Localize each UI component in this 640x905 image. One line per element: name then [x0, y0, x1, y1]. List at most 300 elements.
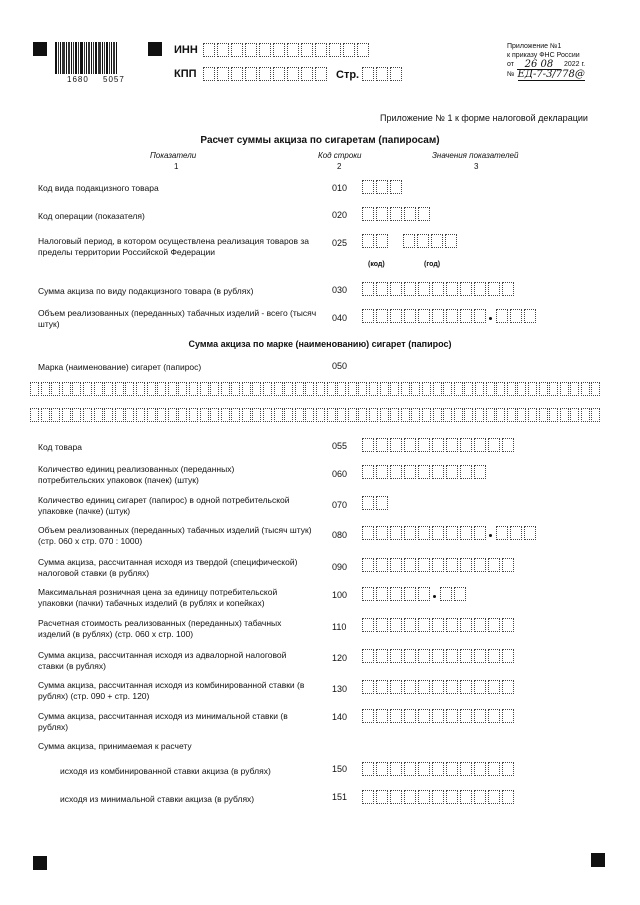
entry-cell[interactable] [376, 67, 388, 81]
entry-cell[interactable] [362, 709, 374, 723]
entry-cell[interactable] [404, 649, 416, 663]
entry-cell[interactable] [418, 207, 430, 221]
entry-cell[interactable] [496, 309, 508, 323]
entry-cell[interactable] [404, 309, 416, 323]
entry-cell[interactable] [115, 382, 124, 396]
entry-cell[interactable] [115, 408, 124, 422]
entry-cell[interactable] [496, 382, 505, 396]
entry-cell[interactable] [376, 282, 388, 296]
entry-cell[interactable] [178, 382, 187, 396]
entry-cell[interactable] [418, 762, 430, 776]
entry-cell[interactable] [404, 558, 416, 572]
entry-cell[interactable] [446, 282, 458, 296]
entry-cell[interactable] [475, 408, 484, 422]
field-080[interactable] [362, 526, 538, 542]
entry-cell[interactable] [274, 408, 283, 422]
entry-cell[interactable] [274, 382, 283, 396]
entry-cell[interactable] [502, 680, 514, 694]
entry-cell[interactable] [41, 408, 50, 422]
entry-cell[interactable] [443, 382, 452, 396]
entry-cell[interactable] [488, 762, 500, 776]
entry-cell[interactable] [376, 558, 388, 572]
entry-cell[interactable] [221, 408, 230, 422]
entry-cell[interactable] [380, 382, 389, 396]
entry-cell[interactable] [168, 408, 177, 422]
entry-cell[interactable] [432, 649, 444, 663]
entry-cell[interactable] [168, 382, 177, 396]
field-040[interactable] [362, 309, 538, 325]
entry-cell[interactable] [524, 309, 536, 323]
entry-cell[interactable] [474, 526, 486, 540]
entry-cell[interactable] [231, 382, 240, 396]
entry-cell[interactable] [502, 558, 514, 572]
entry-cell[interactable] [432, 790, 444, 804]
entry-cell[interactable] [203, 67, 215, 81]
entry-cell[interactable] [273, 43, 285, 57]
entry-cell[interactable] [337, 408, 346, 422]
entry-cell[interactable] [474, 618, 486, 632]
entry-cell[interactable] [178, 408, 187, 422]
entry-cell[interactable] [454, 408, 463, 422]
entry-cell[interactable] [524, 526, 536, 540]
entry-cell[interactable] [446, 438, 458, 452]
entry-cell[interactable] [51, 382, 60, 396]
entry-cell[interactable] [376, 207, 388, 221]
entry-cell[interactable] [422, 408, 431, 422]
entry-cell[interactable] [94, 382, 103, 396]
entry-cell[interactable] [94, 408, 103, 422]
entry-cell[interactable] [560, 408, 569, 422]
entry-cell[interactable] [474, 762, 486, 776]
entry-cell[interactable] [460, 465, 472, 479]
entry-cell[interactable] [507, 382, 516, 396]
brand-field-line1[interactable] [30, 382, 602, 398]
entry-cell[interactable] [390, 67, 402, 81]
entry-cell[interactable] [433, 408, 442, 422]
entry-cell[interactable] [411, 382, 420, 396]
entry-cell[interactable] [362, 67, 374, 81]
entry-cell[interactable] [217, 43, 229, 57]
entry-cell[interactable] [446, 558, 458, 572]
entry-cell[interactable] [231, 67, 243, 81]
entry-cell[interactable] [362, 282, 374, 296]
entry-cell[interactable] [301, 43, 313, 57]
entry-cell[interactable] [446, 762, 458, 776]
field-055[interactable] [362, 438, 516, 454]
field-151[interactable] [362, 790, 516, 806]
entry-cell[interactable] [549, 408, 558, 422]
entry-cell[interactable] [440, 587, 452, 601]
inn-field[interactable] [203, 43, 371, 59]
entry-cell[interactable] [263, 382, 272, 396]
entry-cell[interactable] [502, 790, 514, 804]
entry-cell[interactable] [284, 408, 293, 422]
entry-cell[interactable] [376, 234, 388, 248]
field-025-year[interactable] [403, 234, 459, 250]
entry-cell[interactable] [464, 408, 473, 422]
entry-cell[interactable] [315, 43, 327, 57]
brand-field-line2[interactable] [30, 408, 602, 424]
entry-cell[interactable] [474, 649, 486, 663]
entry-cell[interactable] [376, 465, 388, 479]
entry-cell[interactable] [510, 309, 522, 323]
entry-cell[interactable] [418, 680, 430, 694]
entry-cell[interactable] [41, 382, 50, 396]
entry-cell[interactable] [404, 618, 416, 632]
entry-cell[interactable] [528, 408, 537, 422]
entry-cell[interactable] [464, 382, 473, 396]
field-150[interactable] [362, 762, 516, 778]
entry-cell[interactable] [446, 680, 458, 694]
entry-cell[interactable] [404, 790, 416, 804]
entry-cell[interactable] [390, 180, 402, 194]
entry-cell[interactable] [474, 465, 486, 479]
entry-cell[interactable] [454, 382, 463, 396]
entry-cell[interactable] [486, 408, 495, 422]
entry-cell[interactable] [189, 408, 198, 422]
entry-cell[interactable] [488, 680, 500, 694]
entry-cell[interactable] [390, 408, 399, 422]
entry-cell[interactable] [221, 382, 230, 396]
entry-cell[interactable] [502, 438, 514, 452]
entry-cell[interactable] [362, 465, 374, 479]
entry-cell[interactable] [418, 309, 430, 323]
entry-cell[interactable] [125, 382, 134, 396]
entry-cell[interactable] [401, 408, 410, 422]
entry-cell[interactable] [418, 649, 430, 663]
entry-cell[interactable] [295, 382, 304, 396]
entry-cell[interactable] [488, 438, 500, 452]
entry-cell[interactable] [390, 587, 402, 601]
entry-cell[interactable] [507, 408, 516, 422]
entry-cell[interactable] [431, 234, 443, 248]
entry-cell[interactable] [362, 649, 374, 663]
entry-cell[interactable] [390, 309, 402, 323]
entry-cell[interactable] [376, 680, 388, 694]
entry-cell[interactable] [380, 408, 389, 422]
entry-cell[interactable] [203, 43, 215, 57]
entry-cell[interactable] [445, 234, 457, 248]
entry-cell[interactable] [418, 558, 430, 572]
entry-cell[interactable] [446, 618, 458, 632]
entry-cell[interactable] [528, 382, 537, 396]
entry-cell[interactable] [362, 207, 374, 221]
entry-cell[interactable] [432, 558, 444, 572]
entry-cell[interactable] [404, 465, 416, 479]
entry-cell[interactable] [404, 762, 416, 776]
entry-cell[interactable] [486, 382, 495, 396]
entry-cell[interactable] [446, 649, 458, 663]
entry-cell[interactable] [315, 67, 327, 81]
entry-cell[interactable] [259, 67, 271, 81]
entry-cell[interactable] [404, 207, 416, 221]
entry-cell[interactable] [390, 709, 402, 723]
entry-cell[interactable] [418, 438, 430, 452]
entry-cell[interactable] [287, 43, 299, 57]
entry-cell[interactable] [418, 618, 430, 632]
entry-cell[interactable] [460, 558, 472, 572]
entry-cell[interactable] [376, 180, 388, 194]
entry-cell[interactable] [390, 762, 402, 776]
entry-cell[interactable] [460, 709, 472, 723]
entry-cell[interactable] [362, 587, 374, 601]
entry-cell[interactable] [362, 618, 374, 632]
entry-cell[interactable] [390, 790, 402, 804]
entry-cell[interactable] [390, 282, 402, 296]
entry-cell[interactable] [376, 790, 388, 804]
entry-cell[interactable] [446, 790, 458, 804]
entry-cell[interactable] [460, 618, 472, 632]
entry-cell[interactable] [539, 408, 548, 422]
entry-cell[interactable] [390, 438, 402, 452]
entry-cell[interactable] [362, 790, 374, 804]
entry-cell[interactable] [376, 587, 388, 601]
entry-cell[interactable] [422, 382, 431, 396]
entry-cell[interactable] [432, 438, 444, 452]
entry-cell[interactable] [446, 526, 458, 540]
entry-cell[interactable] [157, 408, 166, 422]
entry-cell[interactable] [273, 67, 285, 81]
entry-cell[interactable] [404, 438, 416, 452]
entry-cell[interactable] [245, 67, 257, 81]
entry-cell[interactable] [432, 465, 444, 479]
entry-cell[interactable] [362, 309, 374, 323]
entry-cell[interactable] [474, 438, 486, 452]
entry-cell[interactable] [418, 526, 430, 540]
entry-cell[interactable] [390, 465, 402, 479]
field-070[interactable] [362, 496, 390, 512]
entry-cell[interactable] [502, 282, 514, 296]
entry-cell[interactable] [390, 680, 402, 694]
entry-cell[interactable] [348, 408, 357, 422]
entry-cell[interactable] [460, 790, 472, 804]
entry-cell[interactable] [362, 526, 374, 540]
entry-cell[interactable] [200, 408, 209, 422]
field-100[interactable] [362, 587, 468, 603]
entry-cell[interactable] [496, 526, 508, 540]
entry-cell[interactable] [539, 382, 548, 396]
entry-cell[interactable] [474, 680, 486, 694]
entry-cell[interactable] [460, 680, 472, 694]
field-010[interactable] [362, 180, 404, 196]
entry-cell[interactable] [362, 558, 374, 572]
entry-cell[interactable] [30, 408, 39, 422]
entry-cell[interactable] [327, 408, 336, 422]
entry-cell[interactable] [432, 282, 444, 296]
field-020[interactable] [362, 207, 432, 223]
entry-cell[interactable] [157, 382, 166, 396]
entry-cell[interactable] [104, 382, 113, 396]
entry-cell[interactable] [231, 408, 240, 422]
entry-cell[interactable] [305, 382, 314, 396]
entry-cell[interactable] [488, 709, 500, 723]
entry-cell[interactable] [136, 408, 145, 422]
entry-cell[interactable] [348, 382, 357, 396]
entry-cell[interactable] [591, 382, 600, 396]
entry-cell[interactable] [446, 309, 458, 323]
entry-cell[interactable] [104, 408, 113, 422]
entry-cell[interactable] [390, 558, 402, 572]
entry-cell[interactable] [591, 408, 600, 422]
entry-cell[interactable] [432, 709, 444, 723]
page-number-field[interactable] [362, 67, 404, 83]
entry-cell[interactable] [343, 43, 355, 57]
entry-cell[interactable] [329, 43, 341, 57]
entry-cell[interactable] [200, 382, 209, 396]
entry-cell[interactable] [376, 526, 388, 540]
entry-cell[interactable] [316, 382, 325, 396]
entry-cell[interactable] [362, 180, 374, 194]
entry-cell[interactable] [488, 618, 500, 632]
entry-cell[interactable] [83, 408, 92, 422]
field-090[interactable] [362, 558, 516, 574]
field-025-code[interactable] [362, 234, 390, 250]
entry-cell[interactable] [51, 408, 60, 422]
kpp-field[interactable] [203, 67, 329, 83]
entry-cell[interactable] [301, 67, 313, 81]
entry-cell[interactable] [517, 408, 526, 422]
entry-cell[interactable] [295, 408, 304, 422]
entry-cell[interactable] [403, 234, 415, 248]
field-140[interactable] [362, 709, 516, 725]
entry-cell[interactable] [446, 465, 458, 479]
entry-cell[interactable] [316, 408, 325, 422]
entry-cell[interactable] [369, 408, 378, 422]
entry-cell[interactable] [242, 382, 251, 396]
entry-cell[interactable] [433, 382, 442, 396]
entry-cell[interactable] [502, 762, 514, 776]
entry-cell[interactable] [474, 309, 486, 323]
entry-cell[interactable] [357, 43, 369, 57]
entry-cell[interactable] [488, 790, 500, 804]
field-030[interactable] [362, 282, 516, 298]
entry-cell[interactable] [488, 558, 500, 572]
entry-cell[interactable] [432, 526, 444, 540]
entry-cell[interactable] [432, 309, 444, 323]
entry-cell[interactable] [72, 408, 81, 422]
entry-cell[interactable] [411, 408, 420, 422]
entry-cell[interactable] [62, 408, 71, 422]
entry-cell[interactable] [432, 680, 444, 694]
entry-cell[interactable] [570, 382, 579, 396]
entry-cell[interactable] [460, 282, 472, 296]
entry-cell[interactable] [337, 382, 346, 396]
entry-cell[interactable] [404, 587, 416, 601]
entry-cell[interactable] [390, 526, 402, 540]
entry-cell[interactable] [362, 438, 374, 452]
entry-cell[interactable] [390, 207, 402, 221]
entry-cell[interactable] [417, 234, 429, 248]
entry-cell[interactable] [418, 587, 430, 601]
entry-cell[interactable] [502, 618, 514, 632]
entry-cell[interactable] [404, 709, 416, 723]
entry-cell[interactable] [510, 526, 522, 540]
entry-cell[interactable] [474, 790, 486, 804]
entry-cell[interactable] [376, 438, 388, 452]
entry-cell[interactable] [376, 709, 388, 723]
entry-cell[interactable] [362, 762, 374, 776]
entry-cell[interactable] [231, 43, 243, 57]
entry-cell[interactable] [376, 309, 388, 323]
entry-cell[interactable] [443, 408, 452, 422]
entry-cell[interactable] [259, 43, 271, 57]
entry-cell[interactable] [581, 408, 590, 422]
entry-cell[interactable] [245, 43, 257, 57]
field-120[interactable] [362, 649, 516, 665]
entry-cell[interactable] [284, 382, 293, 396]
entry-cell[interactable] [474, 558, 486, 572]
entry-cell[interactable] [474, 282, 486, 296]
entry-cell[interactable] [432, 618, 444, 632]
entry-cell[interactable] [570, 408, 579, 422]
entry-cell[interactable] [404, 282, 416, 296]
entry-cell[interactable] [404, 526, 416, 540]
entry-cell[interactable] [210, 408, 219, 422]
entry-cell[interactable] [488, 282, 500, 296]
entry-cell[interactable] [460, 309, 472, 323]
entry-cell[interactable] [252, 408, 261, 422]
entry-cell[interactable] [72, 382, 81, 396]
entry-cell[interactable] [460, 438, 472, 452]
entry-cell[interactable] [446, 709, 458, 723]
entry-cell[interactable] [252, 382, 261, 396]
entry-cell[interactable] [147, 408, 156, 422]
entry-cell[interactable] [327, 382, 336, 396]
entry-cell[interactable] [30, 382, 39, 396]
entry-cell[interactable] [475, 382, 484, 396]
entry-cell[interactable] [460, 649, 472, 663]
field-110[interactable] [362, 618, 516, 634]
entry-cell[interactable] [210, 382, 219, 396]
entry-cell[interactable] [369, 382, 378, 396]
entry-cell[interactable] [125, 408, 134, 422]
entry-cell[interactable] [418, 282, 430, 296]
entry-cell[interactable] [362, 680, 374, 694]
entry-cell[interactable] [474, 709, 486, 723]
entry-cell[interactable] [560, 382, 569, 396]
entry-cell[interactable] [460, 762, 472, 776]
entry-cell[interactable] [305, 408, 314, 422]
entry-cell[interactable] [362, 496, 374, 510]
entry-cell[interactable] [454, 587, 466, 601]
entry-cell[interactable] [488, 649, 500, 663]
entry-cell[interactable] [390, 382, 399, 396]
entry-cell[interactable] [83, 382, 92, 396]
entry-cell[interactable] [376, 618, 388, 632]
entry-cell[interactable] [502, 649, 514, 663]
entry-cell[interactable] [432, 762, 444, 776]
entry-cell[interactable] [217, 67, 229, 81]
entry-cell[interactable] [376, 762, 388, 776]
entry-cell[interactable] [496, 408, 505, 422]
entry-cell[interactable] [517, 382, 526, 396]
entry-cell[interactable] [242, 408, 251, 422]
entry-cell[interactable] [581, 382, 590, 396]
field-130[interactable] [362, 680, 516, 696]
entry-cell[interactable] [390, 649, 402, 663]
entry-cell[interactable] [376, 496, 388, 510]
entry-cell[interactable] [62, 382, 71, 396]
entry-cell[interactable] [263, 408, 272, 422]
entry-cell[interactable] [401, 382, 410, 396]
entry-cell[interactable] [502, 709, 514, 723]
entry-cell[interactable] [418, 709, 430, 723]
entry-cell[interactable] [136, 382, 145, 396]
entry-cell[interactable] [147, 382, 156, 396]
entry-cell[interactable] [376, 649, 388, 663]
entry-cell[interactable] [418, 465, 430, 479]
entry-cell[interactable] [404, 680, 416, 694]
